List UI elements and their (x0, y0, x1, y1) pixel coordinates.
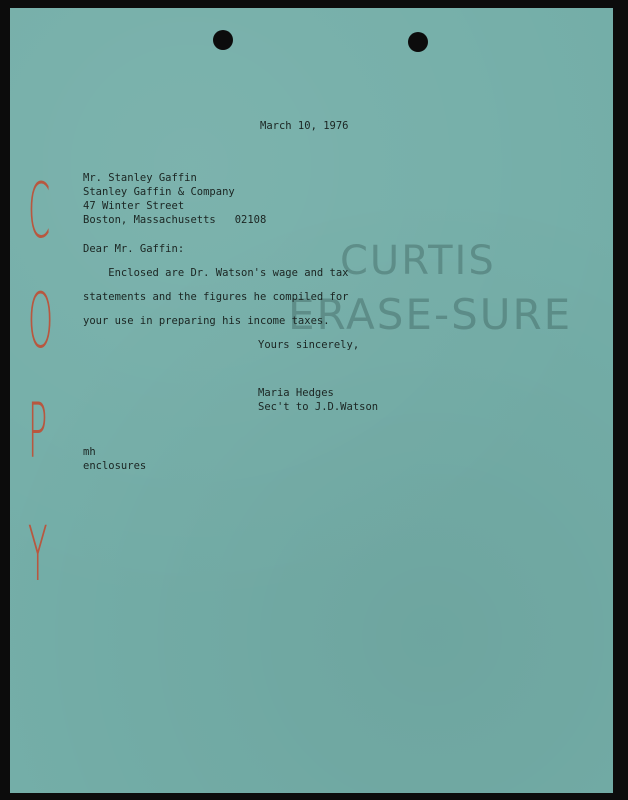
letter-date: March 10, 1976 (260, 120, 349, 132)
body-line: Enclosed are Dr. Watson's wage and tax (83, 267, 349, 279)
recipient-street: 47 Winter Street (83, 200, 185, 212)
binder-hole-right (408, 32, 428, 52)
closing: Yours sincerely, (258, 339, 360, 351)
watermark-brand-line1: CURTIS (340, 238, 496, 284)
copy-stamp-letter: P (28, 386, 48, 475)
recipient-city: Boston, Massachusetts 02108 (83, 214, 267, 226)
recipient-name: Mr. Stanley Gaffin (83, 172, 197, 184)
copy-stamp-letter: C (28, 166, 51, 255)
copy-stamp-letter: O (28, 276, 54, 365)
watermark-brand-line2: ERASE-SURE (288, 290, 573, 339)
copy-stamp-letter: Y (28, 509, 48, 598)
letter-page (10, 8, 613, 793)
body-line: statements and the figures he compiled for (83, 291, 349, 303)
salutation: Dear Mr. Gaffin: (83, 243, 185, 255)
binder-hole-left (213, 30, 233, 50)
enclosure-note: enclosures (83, 460, 147, 472)
typist-initials: mh (83, 446, 96, 458)
signer-title: Sec't to J.D.Watson (258, 401, 379, 413)
body-line: your use in preparing his income taxes. (83, 315, 330, 327)
recipient-company: Stanley Gaffin & Company (83, 186, 235, 198)
signer-name: Maria Hedges (258, 387, 334, 399)
